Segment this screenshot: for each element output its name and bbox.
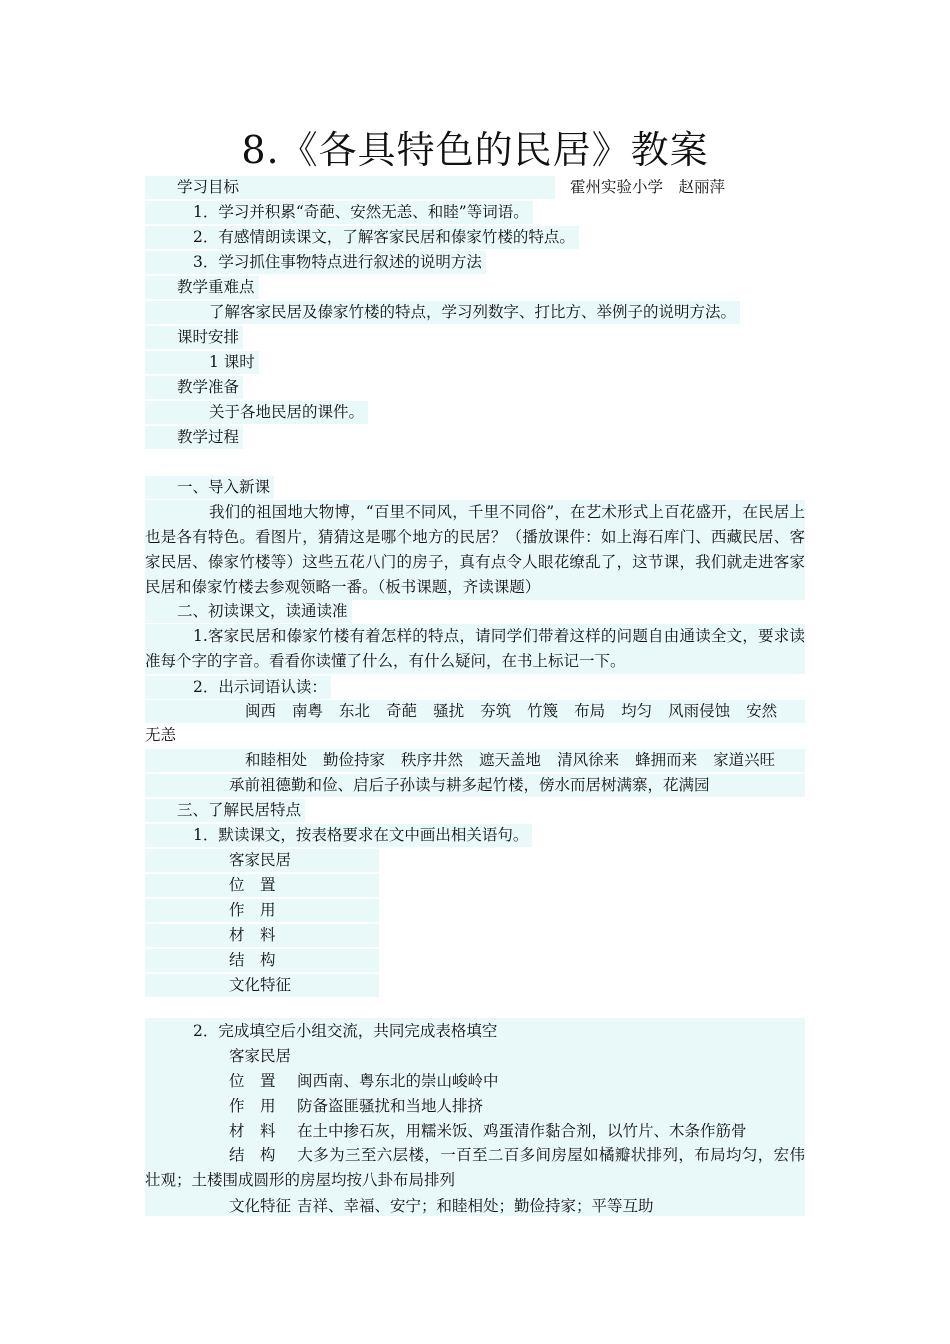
table2-key: 作 用 — [229, 1097, 276, 1115]
process-label: 教学过程 — [145, 426, 243, 449]
section1-paragraph: 我们的祖国地大物博，“百里不同风，千里不同俗”，在艺术形式上百花盛开，在民居上也是各有特色。看图片，猜猜这是哪个地方的民居？（播放课件：如上海石库门、西藏民居、客家民居、傣家竹楼等）这些五花八门的房子，真有点令人眼花缭乱了，这节课，我们就走进客家民居和傣家竹楼去参观领略一番。（板书课题，齐读课题） — [145, 500, 805, 600]
section2-item1: 1.客家民居和傣家竹楼有着怎样的特点，请同学们带着这样的问题自由通读全文，要求读准每个字的字音。看看你读懂了什么，有什么疑问，在书上标记一下。 — [145, 624, 805, 674]
section2-heading: 二、初读课文，读通读准 — [145, 600, 352, 623]
table2-key: 结 构 — [229, 1146, 276, 1164]
section2-item2: 2．出示词语认读： — [145, 676, 331, 699]
table1-title: 客家民居 — [145, 849, 379, 872]
schedule-text: 1 课时 — [145, 351, 259, 374]
vocab-word: 安然 — [746, 702, 778, 720]
vocab-row-1-wrap: 无恙 — [145, 726, 177, 744]
table1-row: 文化特征 — [145, 974, 379, 997]
table2-row — [145, 1070, 499, 1093]
vocab-word: 清风徐来 — [557, 751, 620, 769]
goal-label-line — [145, 176, 555, 199]
table1-row: 位 置 — [145, 874, 379, 897]
goal-1: 1．学习并积累“奇葩、安然无恙、和睦”等词语。 — [145, 201, 533, 224]
table1-row: 结 构 — [145, 949, 379, 972]
vocab-word: 风雨侵蚀 — [668, 702, 731, 720]
goal-label: 学习目标 — [177, 178, 240, 196]
vocab-word: 夯筑 — [480, 702, 512, 720]
table2-key: 材 料 — [229, 1122, 276, 1140]
vocab-word: 勤俭持家 — [323, 751, 386, 769]
vocab-word: 布局 — [574, 702, 606, 720]
vocab-word: 骚扰 — [433, 702, 465, 720]
table2-value: 在土中掺石灰，用糯米饭、鸡蛋清作黏合剂，以竹片、木条作筋骨 — [297, 1122, 747, 1140]
key-points-label: 教学重难点 — [145, 276, 259, 299]
table1-row: 作 用 — [145, 899, 379, 922]
table2-row — [145, 1120, 747, 1143]
vocab-word: 遮天盖地 — [479, 751, 542, 769]
table1-row: 材 料 — [145, 924, 379, 947]
vocab-row-1 — [145, 700, 805, 723]
vocab-couplet: 承前祖德勤和俭、启后子孙读与耕多起竹楼，傍水而居树满寨，花满园 — [229, 776, 710, 794]
table2-value: 防备盗匪骚扰和当地人排挤 — [297, 1097, 484, 1115]
goal-3: 3．学习抓住事物特点进行叙述的说明方法 — [145, 251, 486, 274]
table2-value: 闽西南、粤东北的崇山峻岭中 — [297, 1072, 499, 1090]
vocab-word: 秩序井然 — [401, 751, 464, 769]
section3-item1: 1．默读课文，按表格要求在文中画出相关语句。 — [145, 824, 532, 847]
page-title: 8.《各具特色的民居》教案 — [241, 128, 709, 172]
key-points-text: 了解客家民居及傣家竹楼的特点，学习列数字、打比方、举例子的说明方法。 — [145, 301, 740, 324]
table2-value: 大多为三至六层楼，一百至二百多间房屋如橘瓣状排列，布局均匀，宏伟壮观；土楼围成圆形的房屋均按八卦布局排列 — [145, 1146, 805, 1189]
vocab-word: 奇葩 — [386, 702, 418, 720]
schedule-label: 课时安排 — [145, 326, 243, 349]
table2-title: 客家民居 — [229, 1047, 292, 1065]
vocab-row-2 — [145, 749, 805, 772]
vocab-word: 闽西 — [245, 702, 277, 720]
vocab-word: 东北 — [339, 702, 371, 720]
school-author: 霍州实验小学 赵丽萍 — [570, 178, 726, 196]
section1-heading: 一、导入新课 — [145, 476, 274, 499]
section3-heading: 三、了解民居特点 — [145, 799, 305, 822]
table2-row — [145, 1195, 654, 1218]
goal-2: 2．有感情朗读课文，了解客家民居和傣家竹楼的特点。 — [145, 226, 579, 249]
vocab-word: 蜂拥而来 — [635, 751, 698, 769]
vocab-word: 和睦相处 — [245, 751, 308, 769]
table2-key: 位 置 — [229, 1072, 276, 1090]
table2-row-structure — [145, 1143, 805, 1193]
prep-text: 关于各地民居的课件。 — [145, 401, 368, 424]
table2-value: 吉祥、幸福、安宁；和睦相处；勤俭持家；平等互助 — [297, 1197, 654, 1215]
prep-label: 教学准备 — [145, 376, 243, 399]
vocab-word: 南粤 — [292, 702, 324, 720]
table2-row — [145, 1095, 483, 1118]
table2-key: 文化特征 — [229, 1197, 292, 1215]
vocab-row-3 — [145, 774, 805, 797]
vocab-word: 家道兴旺 — [713, 751, 776, 769]
vocab-word: 均匀 — [621, 702, 653, 720]
section3-item2: 2．完成填空后小组交流，共同完成表格填空 — [193, 1022, 498, 1040]
vocab-word: 竹篾 — [527, 702, 559, 720]
